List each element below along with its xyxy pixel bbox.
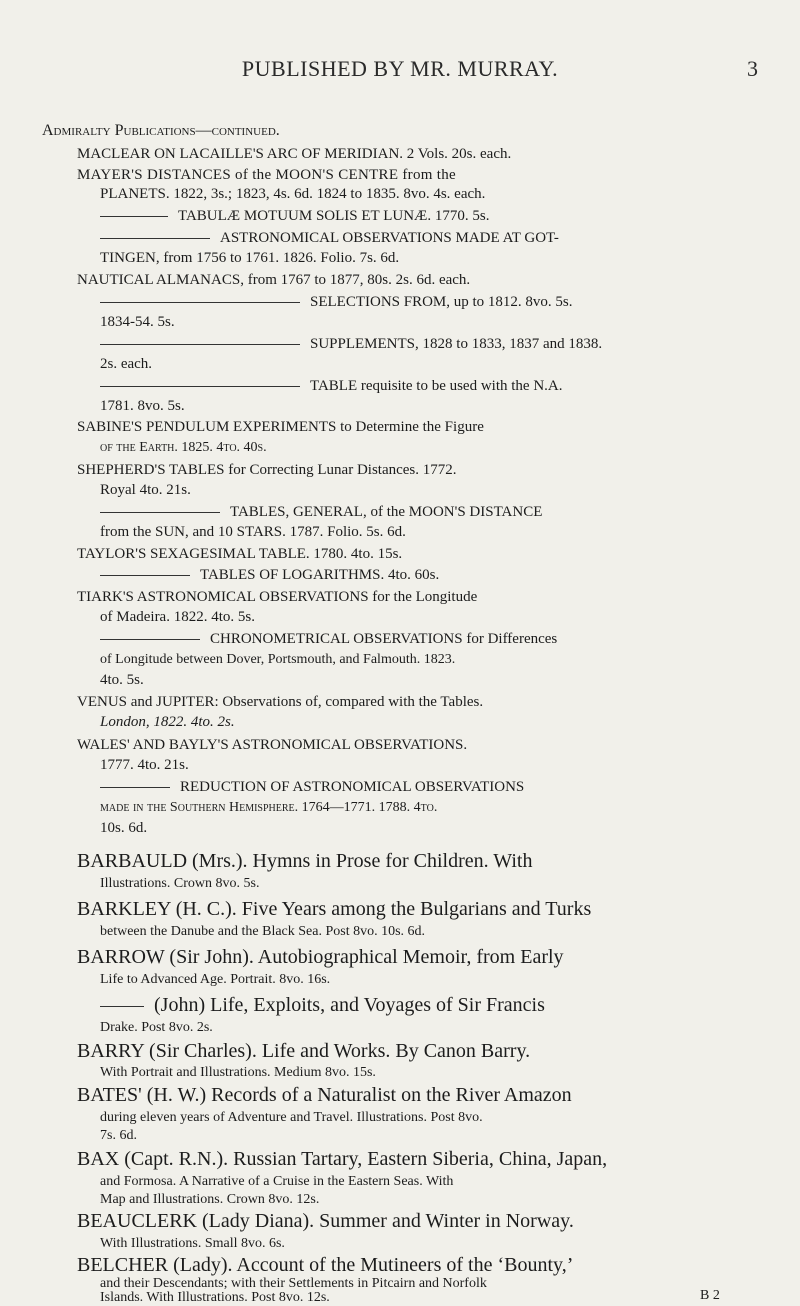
catalogue-entry: BARROW (Sir John). Autobiographical Memoir, from Early: [77, 946, 564, 968]
catalogue-entry: BELCHER (Lady). Account of the Mutineers of the ‘Bounty,’: [77, 1254, 574, 1276]
page-number: 3: [747, 56, 758, 81]
catalogue-line: from the SUN, and 10 STARS. 1787. Folio. 5s. 6d.: [100, 524, 406, 540]
catalogue-line: CHRONOMETRICAL OBSERVATIONS for Differences: [210, 631, 558, 647]
catalogue-line: Drake. Post 8vo. 2s.: [100, 1020, 213, 1035]
catalogue-entry: BATES' (H. W.) Records of a Naturalist on the River Amazon: [77, 1084, 572, 1106]
catalogue-line: WALES' AND BAYLY'S ASTRONOMICAL OBSERVATIONS.: [77, 737, 468, 753]
catalogue-line: TABLES OF LOGARITHMS. 4to. 60s.: [200, 567, 440, 583]
running-head: PUBLISHED BY MR. MURRAY.: [241, 56, 559, 81]
catalogue-line: of the Earth. 1825. 4to. 40s.: [100, 440, 267, 455]
catalogue-line: VENUS and JUPITER: Observations of, compared with the Tables.: [77, 694, 484, 710]
catalogue-line: TIARK'S ASTRONOMICAL OBSERVATIONS for the Longitude: [77, 589, 478, 605]
catalogue-line: SHEPHERD'S TABLES for Correcting Lunar Distances. 1772.: [77, 462, 457, 478]
catalogue-line: 1777. 4to. 21s.: [100, 757, 189, 773]
catalogue-line: Illustrations. Crown 8vo. 5s.: [100, 876, 260, 891]
catalogue-line: 1834-54. 5s.: [100, 314, 175, 330]
catalogue-line: Map and Illustrations. Crown 8vo. 12s.: [100, 1192, 320, 1207]
catalogue-line: 1781. 8vo. 5s.: [100, 398, 185, 414]
catalogue-entry: BAX (Capt. R.N.). Russian Tartary, Eastern Siberia, China, Japan,: [77, 1148, 608, 1170]
catalogue-line: (John) Life, Exploits, and Voyages of Sir Francis: [154, 994, 545, 1016]
catalogue-line: PLANETS. 1822, 3s.; 1823, 4s. 6d. 1824 to 1835. 8vo. 4s. each.: [100, 186, 486, 202]
catalogue-line: ASTRONOMICAL OBSERVATIONS MADE AT GOT-: [220, 230, 559, 246]
catalogue-line: London, 1822. 4to. 2s.: [100, 714, 235, 730]
catalogue-line: MACLEAR ON LACAILLE'S ARC OF MERIDIAN. 2 Vols. 20s. each.: [77, 146, 512, 162]
catalogue-line: 2s. each.: [100, 356, 153, 372]
catalogue-line: Islands. With Illustrations. Post 8vo. 12s.: [100, 1290, 330, 1305]
catalogue-entry: BEAUCLERK (Lady Diana). Summer and Winter in Norway.: [77, 1210, 574, 1232]
catalogue-line: TABLE requisite to be used with the N.A.: [310, 378, 563, 394]
catalogue-line: MAYER'S DISTANCES of the MOON'S CENTRE from the: [77, 167, 457, 183]
catalogue-line: during eleven years of Adventure and Travel. Illustrations. Post 8vo.: [100, 1110, 483, 1125]
catalogue-line: between the Danube and the Black Sea. Post 8vo. 10s. 6d.: [100, 924, 426, 939]
catalogue-line: SUPPLEMENTS, 1828 to 1833, 1837 and 1838.: [310, 336, 603, 352]
catalogue-line: Life to Advanced Age. Portrait. 8vo. 16s.: [100, 972, 331, 987]
catalogue-line: TABLES, GENERAL, of the MOON'S DISTANCE: [230, 504, 543, 520]
catalogue-line: With Portrait and Illustrations. Medium 8vo. 15s.: [100, 1065, 376, 1080]
catalogue-line: TAYLOR'S SEXAGESIMAL TABLE. 1780. 4to. 15s.: [77, 546, 403, 562]
catalogue-line: made in the Southern Hemisphere. 1764—1771. 1788. 4to.: [100, 800, 438, 815]
catalogue-line: and their Descendants; with their Settlements in Pitcairn and Norfolk: [100, 1276, 487, 1291]
catalogue-line: 7s. 6d.: [100, 1128, 137, 1143]
catalogue-line: Royal 4to. 21s.: [100, 482, 191, 498]
catalogue-line: 10s. 6d.: [100, 820, 148, 836]
catalogue-entry: BARKLEY (H. C.). Five Years among the Bulgarians and Turks: [77, 898, 592, 920]
catalogue-line: 4to. 5s.: [100, 672, 144, 688]
section-heading: Admiralty Publications—continued.: [42, 122, 280, 139]
page-header: [0, 56, 800, 96]
catalogue-line: NAUTICAL ALMANACS, from 1767 to 1877, 80s. 2s. 6d. each.: [77, 272, 471, 288]
catalogue-entry: BARRY (Sir Charles). Life and Works. By Canon Barry.: [77, 1040, 531, 1062]
printer-signature: B 2: [700, 1288, 720, 1303]
catalogue-line: TABULÆ MOTUUM SOLIS ET LUNÆ. 1770. 5s.: [178, 208, 490, 224]
catalogue-line: REDUCTION OF ASTRONOMICAL OBSERVATIONS: [180, 779, 525, 795]
catalogue-entry: BARBAULD (Mrs.). Hymns in Prose for Children. With: [77, 850, 533, 872]
catalogue-line: SELECTIONS FROM, up to 1812. 8vo. 5s.: [310, 294, 573, 310]
catalogue-line: SABINE'S PENDULUM EXPERIMENTS to Determine the Figure: [77, 419, 484, 435]
catalogue-line: With Illustrations. Small 8vo. 6s.: [100, 1236, 285, 1251]
catalogue-line: of Madeira. 1822. 4to. 5s.: [100, 609, 255, 625]
catalogue-line: TINGEN, from 1756 to 1761. 1826. Folio. 7s. 6d.: [100, 250, 400, 266]
catalogue-line: of Longitude between Dover, Portsmouth, and Falmouth. 1823.: [100, 652, 456, 667]
catalogue-line: and Formosa. A Narrative of a Cruise in the Eastern Seas. With: [100, 1174, 454, 1189]
